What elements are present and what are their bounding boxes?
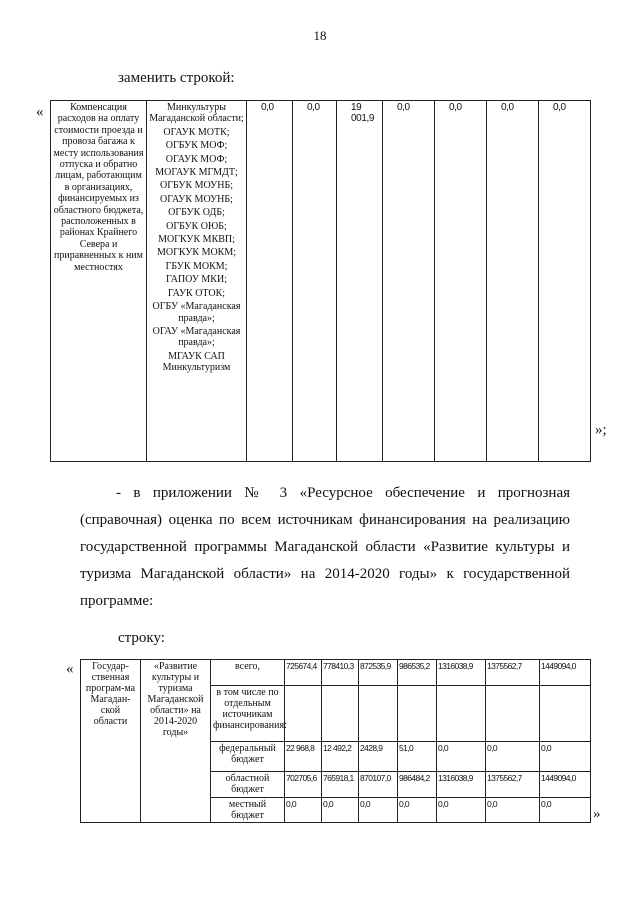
executor: ОГБУ «Магаданская правда»; bbox=[152, 301, 241, 324]
open-quote-2: « bbox=[66, 661, 74, 677]
executor: ОГБУК МОФ; bbox=[165, 140, 228, 152]
value-cell: 778410,3 bbox=[322, 660, 359, 686]
value-cell bbox=[285, 686, 322, 742]
value-cell: 0,0 bbox=[293, 101, 337, 462]
executor: МОГКУК МКВП; bbox=[158, 234, 235, 246]
value-cell: 0,0 bbox=[540, 798, 591, 823]
paragraph-first-line: - в приложении № 3 «Ресурсное обеспечение и прогнозная bbox=[116, 485, 570, 501]
value-cell: 2428,9 bbox=[359, 742, 398, 772]
value-cell: 1316038,9 bbox=[437, 660, 486, 686]
row-label: областной бюджет bbox=[211, 772, 285, 798]
value-cell: 1316038,9 bbox=[437, 772, 486, 798]
executor: ОГАУК МОФ; bbox=[165, 153, 228, 165]
executor: ОГБУК МОУНБ; bbox=[159, 180, 234, 192]
value-cell bbox=[359, 686, 398, 742]
value-cell: 1449094,0 bbox=[540, 772, 591, 798]
paragraph-body: (справочная) оценка по всем источникам финансирования на реализацию государственной программы Магаданской области «Развитие культуры и туризма Магаданской области» на 2014-2020 годы» к государственной программе: bbox=[80, 512, 570, 609]
value-cell: 0,0 bbox=[247, 101, 293, 462]
value-cell: 0,0 bbox=[437, 742, 486, 772]
value-cell bbox=[398, 686, 437, 742]
row-subheading: строку: bbox=[118, 630, 165, 646]
replace-heading: заменить строкой: bbox=[118, 70, 235, 86]
executor: ОГБУК ОЮБ; bbox=[166, 220, 227, 232]
value-cell: 1375562,7 bbox=[486, 772, 540, 798]
row-label: всего, bbox=[211, 660, 285, 686]
page-number: 18 bbox=[313, 28, 327, 43]
value-cell bbox=[540, 686, 591, 742]
value-cell: 986484,2 bbox=[398, 772, 437, 798]
value-cell: 1449094,0 bbox=[540, 660, 591, 686]
executor: ОГАУК МОТК; bbox=[163, 126, 230, 138]
value-cell: 0,0 bbox=[487, 101, 539, 462]
close-quote-2: » bbox=[593, 806, 601, 822]
value-cell: 986535,2 bbox=[398, 660, 437, 686]
value-cell: 0,0 bbox=[322, 798, 359, 823]
value-cell: 0,0 bbox=[383, 101, 435, 462]
executor: МОГКУК МОКМ; bbox=[156, 247, 237, 259]
value-cell bbox=[437, 686, 486, 742]
executor: Минкультуры Магаданской области; bbox=[149, 102, 244, 125]
executor: ОГБУК ОДБ; bbox=[168, 207, 225, 219]
row-label: в том числе по отдельным источникам финансирования: bbox=[211, 686, 285, 742]
value-cell: 0,0 bbox=[359, 798, 398, 823]
purpose-cell: Компенсация расходов на оплату стоимости проезда и провоза багажа к месту использования отпуска и обратно лицам, работающим в организациях, финансируемых из областного бюджета, расположенных в районах Крайнего Севера и приравненных к ним местностях bbox=[51, 101, 147, 462]
value-cell: 1375562,7 bbox=[486, 660, 540, 686]
value-cell: 0,0 bbox=[398, 798, 437, 823]
open-quote-1: « bbox=[36, 104, 44, 120]
executor: ОГАУК МОУНБ; bbox=[160, 193, 233, 205]
executor: ГАПОУ МКИ; bbox=[166, 274, 227, 286]
amendment-paragraph bbox=[80, 480, 570, 615]
program-status-cell: Государ-ственная програм-ма Магадан-ской области bbox=[81, 660, 141, 823]
executor: МОГАУК МГМДТ; bbox=[155, 167, 238, 179]
value-cell: 0,0 bbox=[486, 742, 540, 772]
executor: ГАУК ОТОК; bbox=[167, 287, 226, 299]
executor: МГАУК САП Минкультуризм bbox=[162, 350, 231, 374]
value-cell: 702705,6 bbox=[285, 772, 322, 798]
value-cell: 0,0 bbox=[486, 798, 540, 823]
replacement-row-table bbox=[50, 100, 591, 462]
value-cell: 0,0 bbox=[540, 742, 591, 772]
value-cell: 0,0 bbox=[437, 798, 486, 823]
executors-cell bbox=[147, 101, 247, 462]
value-cell: 51,0 bbox=[398, 742, 437, 772]
value-cell: 19 001,9 bbox=[337, 101, 383, 462]
value-cell: 12 492,2 bbox=[322, 742, 359, 772]
value-cell: 0,0 bbox=[539, 101, 591, 462]
row-label: местный бюджет bbox=[211, 798, 285, 823]
program-name-cell: «Развитие культуры и туризма Магаданской области» на 2014-2020 годы» bbox=[141, 660, 211, 823]
value-cell bbox=[486, 686, 540, 742]
row-label: федеральный бюджет bbox=[211, 742, 285, 772]
executor: ГБУК МОКМ; bbox=[165, 260, 228, 272]
value-cell: 22 968,8 bbox=[285, 742, 322, 772]
executor: ОГАУ «Магаданская правда»; bbox=[152, 325, 241, 349]
value-cell: 870107,0 bbox=[359, 772, 398, 798]
value-cell bbox=[322, 686, 359, 742]
resource-table bbox=[80, 659, 591, 823]
close-quote-1: »; bbox=[595, 422, 607, 438]
value-cell: 0,0 bbox=[435, 101, 487, 462]
value-cell: 765918,1 bbox=[322, 772, 359, 798]
value-cell: 0,0 bbox=[285, 798, 322, 823]
value-cell: 872535,9 bbox=[359, 660, 398, 686]
value-cell: 725674,4 bbox=[285, 660, 322, 686]
